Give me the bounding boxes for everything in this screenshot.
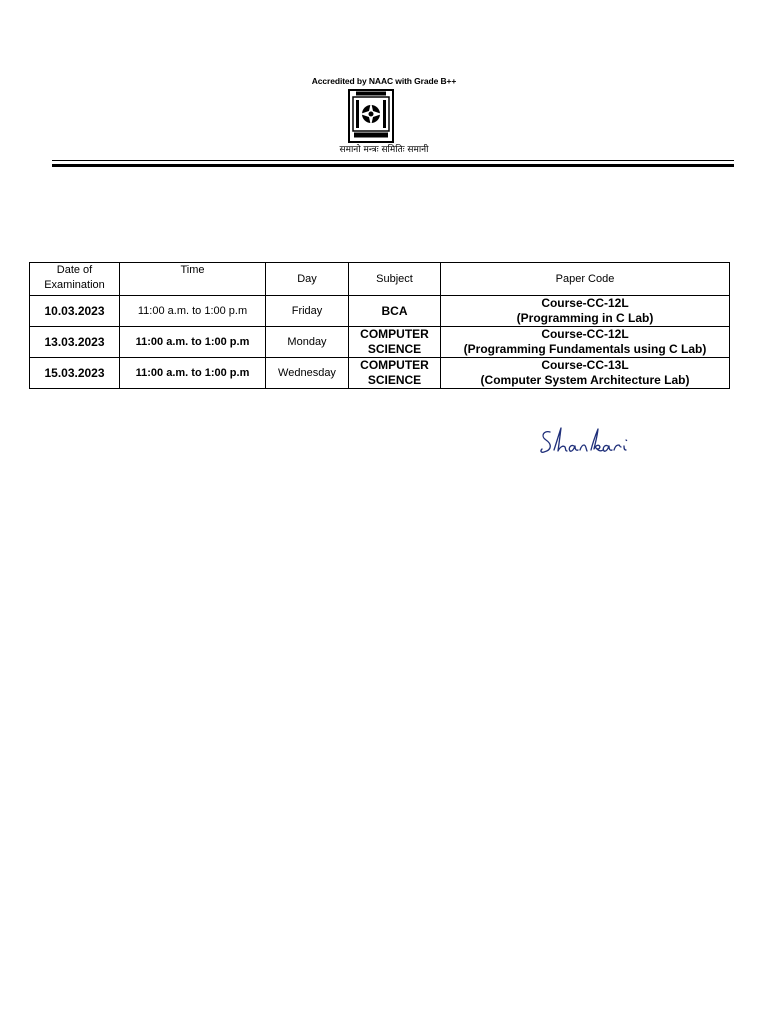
paper-code-line: Course-CC-12L (541, 296, 629, 310)
paper-code-line: Course-CC-12L (541, 327, 629, 341)
table-row (30, 296, 730, 327)
exam-date-cell: 15.03.2023 (30, 358, 120, 389)
column-header-subject: Subject (349, 263, 441, 296)
exam-day-cell: Wednesday (266, 358, 349, 389)
column-header-date-line1: Date of (56, 264, 93, 276)
paper-code-cell (441, 327, 730, 358)
paper-code-line: Course-CC-13L (541, 358, 629, 372)
exam-schedule-table (29, 262, 730, 389)
subject-line2: SCIENCE (367, 342, 422, 356)
table-header-row (30, 263, 730, 296)
exam-day-cell: Friday (266, 296, 349, 327)
university-emblem-icon (348, 89, 394, 143)
paper-title-line: (Programming Fundamentals using C Lab) (463, 342, 707, 356)
column-header-date-line2: Examination (44, 279, 105, 291)
paper-title-line: (Programming in C Lab) (516, 311, 654, 325)
accreditation-text: Accredited by NAAC with Grade B++ (311, 76, 457, 86)
exam-time-cell: 11:00 a.m. to 1:00 p.m (120, 296, 266, 327)
table-row (30, 358, 730, 389)
exam-time-cell: 11:00 a.m. to 1:00 p.m (120, 358, 266, 389)
exam-date-cell: 13.03.2023 (30, 327, 120, 358)
handwritten-signature (536, 420, 636, 460)
paper-code-cell (441, 358, 730, 389)
table-row (30, 327, 730, 358)
column-header-time: Time (120, 263, 266, 296)
university-motto: समानो मन्त्रः समितिः समानी (339, 145, 429, 155)
exam-time-cell: 11:00 a.m. to 1:00 p.m (120, 327, 266, 358)
column-header-day: Day (266, 263, 349, 296)
column-header-paper-code: Paper Code (441, 263, 730, 296)
subject-cell (349, 296, 441, 327)
subject-line2: SCIENCE (367, 373, 422, 387)
subject-cell (349, 358, 441, 389)
column-header-date (30, 263, 120, 296)
exam-day-cell: Monday (266, 327, 349, 358)
subject-cell (349, 327, 441, 358)
subject-line1: COMPUTER (360, 327, 429, 341)
exam-date-cell: 10.03.2023 (30, 296, 120, 327)
header-divider-thin (52, 160, 734, 161)
header-divider-thick (52, 164, 734, 167)
subject-line1: COMPUTER (360, 358, 429, 372)
subject-line1: BCA (381, 303, 408, 318)
paper-title-line: (Computer System Architecture Lab) (480, 373, 690, 387)
paper-code-cell (441, 296, 730, 327)
